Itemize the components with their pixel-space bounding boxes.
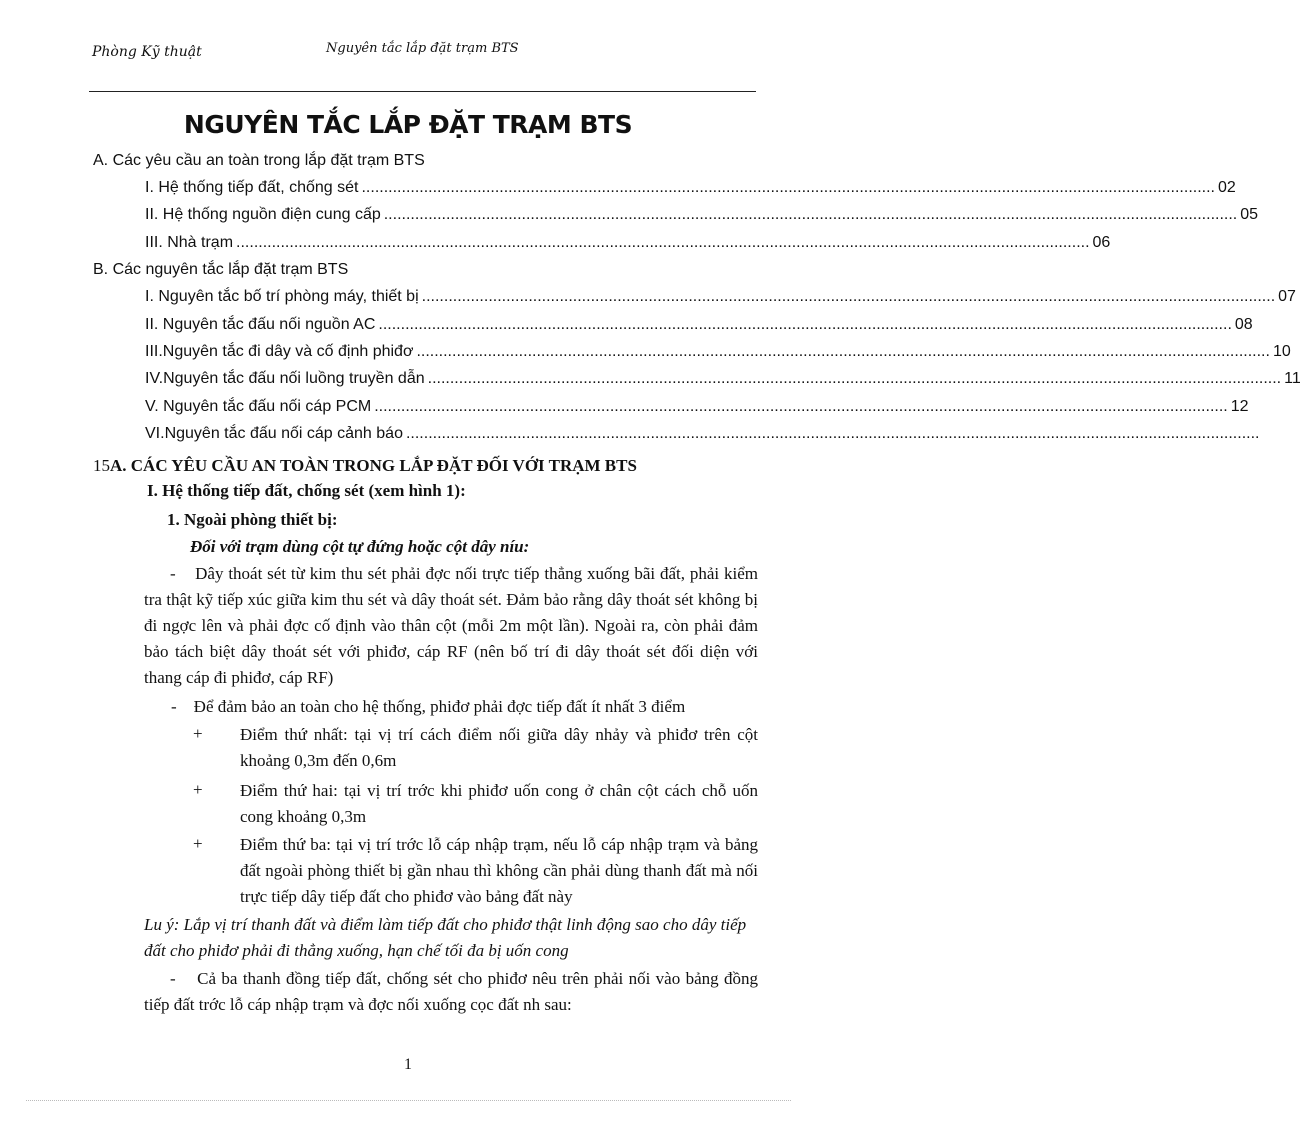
- header-doc-title: Nguyên tắc lắp đặt trạm BTS: [326, 41, 519, 56]
- toc-item: [145, 398, 1249, 416]
- toc-item: [145, 425, 1260, 443]
- paragraph-copper-bar: [144, 966, 758, 1018]
- toc-item-page: 07: [1278, 288, 1296, 305]
- toc-item-label: V. Nguyên tắc đấu nối cáp PCM: [145, 398, 372, 415]
- toc-section-b: B. Các nguyên tắc lắp đặt trạm BTS: [93, 261, 349, 278]
- toc-item-label: III.Nguyên tắc đi dây và cố định phiđơ: [145, 343, 414, 360]
- toc-item-label: IV.Nguyên tắc đấu nối luồng truyền dẫn: [145, 370, 425, 387]
- toc-item: [145, 288, 1296, 306]
- toc-item-label: III. Nhà trạm: [145, 234, 234, 251]
- plus-marker: +: [193, 724, 203, 743]
- toc-item-page: 11: [1284, 370, 1301, 387]
- subsection-heading: I. Hệ thống tiếp đất, chống sét (xem hình 1):: [147, 481, 466, 500]
- header-divider: [89, 91, 756, 92]
- dash-marker: -: [170, 969, 176, 988]
- plus-marker: +: [193, 780, 203, 799]
- note-paragraph: Lu ý: Lắp vị trí thanh đất và điểm làm tiếp đất cho phiđơ thật linh động sao cho dây tiếp đất cho phiđơ phải đi thẳng xuống, hạn chế tối đa bị uốn cong: [144, 915, 747, 960]
- toc-item-label: I. Nguyên tắc bố trí phòng máy, thiết bị: [145, 288, 419, 305]
- toc-item: [145, 206, 1259, 224]
- toc-item-label: II. Nguyên tắc đấu nối nguồn AC: [145, 316, 376, 333]
- toc-leader-dots: ................................................................................................................................................................................................: [236, 234, 1090, 251]
- toc-leader-dots: ................................................................................................................................................................................................: [405, 425, 1260, 442]
- toc-item-label: I. Hệ thống tiếp đất, chống sét: [145, 179, 359, 196]
- footer-divider: [26, 1100, 791, 1101]
- paragraph-text: Để đảm bảo an toàn cho hệ thống, phiđơ phải đợc tiếp đất ít nhất 3 điểm: [193, 697, 686, 716]
- toc-item-page: 06: [1092, 234, 1111, 251]
- bullet-item: Điểm thứ ba: tại vị trí trớc lỗ cáp nhập trạm, nếu lỗ cáp nhập trạm và bảng đất ngoài phòng thiết bị gần nhau thì không cần phải dùng thanh đất mà nối trực tiếp dây tiếp đất cho phiđơ vào bảng đất này: [240, 835, 758, 906]
- toc-leader-dots: ................................................................................................................................................................................................: [378, 316, 1232, 333]
- dash-marker: -: [170, 564, 176, 583]
- toc-item-page: 05: [1240, 206, 1259, 223]
- subsubsection-heading: 1. Ngoài phòng thiết bị:: [167, 510, 338, 529]
- paragraph-text: Cả ba thanh đồng tiếp đất, chống sét cho phiđơ nêu trên phải nối vào bảng đồng tiếp đất trớc lỗ cáp nhập trạm và đợc nối xuống cọc đất nh sau:: [144, 969, 758, 1014]
- toc-leader-dots: ................................................................................................................................................................................................: [427, 370, 1282, 387]
- toc-leader-dots: ................................................................................................................................................................................................: [421, 288, 1276, 305]
- bullet-item: Điểm thứ hai: tại vị trí trớc khi phiđơ uốn cong ở chân cột cách chỗ uốn cong khoảng 0,3m: [240, 781, 758, 826]
- toc-leader-dots: ................................................................................................................................................................................................: [383, 206, 1238, 223]
- paragraph-lightning-wire: [144, 561, 758, 691]
- toc-leader-dots: ................................................................................................................................................................................................: [416, 343, 1270, 360]
- toc-leader-dots: ................................................................................................................................................................................................: [374, 398, 1228, 415]
- bullet-item: Điểm thứ nhất: tại vị trí cách điểm nối giữa dây nhảy và phiđơ trên cột khoảng 0,3m đến 0,6m: [240, 725, 758, 770]
- toc-item: [145, 316, 1253, 334]
- paragraph-grounding: [171, 694, 761, 720]
- toc-section-a: A. Các yêu cầu an toàn trong lắp đặt trạm BTS: [93, 152, 425, 169]
- plus-marker: +: [193, 834, 203, 853]
- toc-item-label: VI.Nguyên tắc đấu nối cáp cảnh báo: [145, 425, 403, 442]
- italic-subheading: Đối với trạm dùng cột tự đứng hoặc cột dây níu:: [190, 537, 530, 556]
- toc-item-page: 08: [1234, 316, 1253, 333]
- toc-item: [145, 370, 1301, 388]
- section-heading-a: [93, 456, 637, 476]
- toc-leader-dots: ................................................................................................................................................................................................: [361, 179, 1215, 196]
- toc-item: [145, 234, 1111, 252]
- toc-item-page: 10: [1272, 343, 1291, 360]
- toc-item: [145, 179, 1236, 197]
- dash-marker: -: [171, 697, 177, 716]
- toc-item-label: II. Hệ thống nguồn điện cung cấp: [145, 206, 381, 223]
- toc-item: [145, 343, 1291, 361]
- page-number: 1: [404, 1056, 412, 1073]
- toc-item-page: 12: [1230, 398, 1249, 415]
- paragraph-text: Dây thoát sét từ kim thu sét phải đợc nối trực tiếp thẳng xuống bãi đất, phải kiểm tra thật kỹ tiếp xúc giữa kim thu sét và dây thoát sét. Đảm bảo rằng dây thoát sét không bị đi ngợc lên và phải đợc cố định vào thân cột (mỗi 2m một lần). Ngoài ra, còn phải đảm bảo tách biệt dây thoát sét với phiđơ, cáp RF (nên bố trí đi dây thoát sét đối diện với thang cáp đi phiđơ, cáp RF): [144, 564, 759, 687]
- heading-prefix: 15: [93, 456, 110, 475]
- heading-text: A. CÁC YÊU CẦU AN TOÀN TRONG LẮP ĐẶT ĐỐI VỚI TRẠM BTS: [110, 456, 637, 475]
- header-department: Phòng Kỹ thuật: [92, 44, 202, 60]
- page-title: NGUYÊN TẮC LẮP ĐẶT TRẠM BTS: [183, 110, 633, 139]
- toc-item-page: 02: [1217, 179, 1236, 196]
